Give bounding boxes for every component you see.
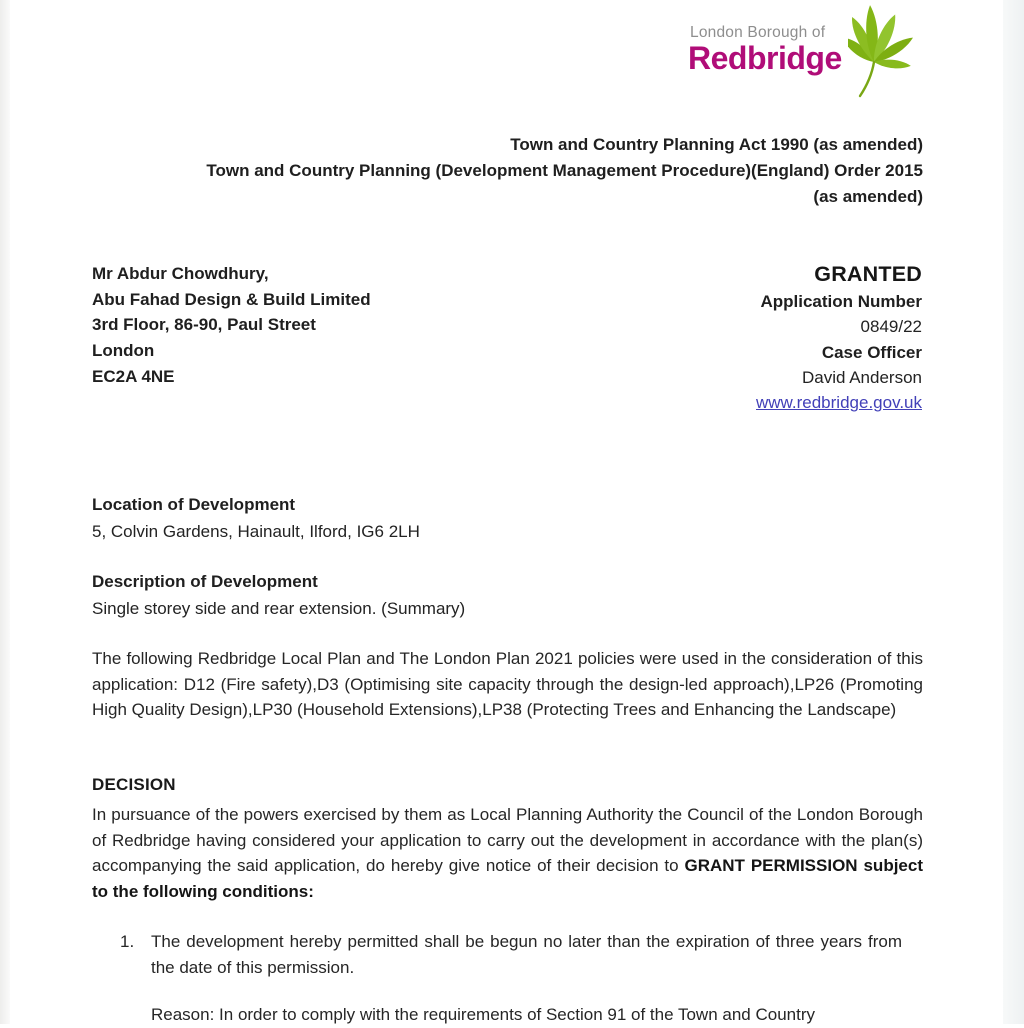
decision-heading: DECISION	[92, 775, 176, 794]
chestnut-leaf-icon	[848, 2, 920, 99]
location-value: 5, Colvin Gardens, Hainault, Ilford, IG6 2LH	[92, 521, 420, 541]
decision-paragraph	[92, 802, 923, 904]
legislation-header	[92, 132, 923, 210]
applicant-postcode: EC2A 4NE	[92, 366, 175, 386]
description-value: Single storey side and rear extension. (Summary)	[92, 598, 466, 618]
logo-redbridge-text: Redbridge	[688, 40, 842, 76]
act-title-line: Town and Country Planning Act 1990 (as amended)	[510, 135, 923, 154]
case-officer-value: David Anderson	[801, 367, 922, 387]
logo-borough-text: London Borough of	[690, 24, 826, 41]
scan-edge-right	[1003, 0, 1024, 1024]
location-heading: Location of Development	[92, 495, 296, 514]
application-number-value: 0849/22	[860, 317, 922, 337]
condition-item-1	[120, 929, 902, 981]
applicant-street: 3rd Floor, 86-90, Paul Street	[92, 315, 316, 335]
description-section	[92, 569, 465, 622]
amended-line: (as amended)	[813, 187, 923, 206]
applicant-address-block	[92, 261, 371, 390]
applicant-name: Mr Abdur Chowdhury,	[92, 264, 269, 283]
scan-edge-left	[0, 0, 10, 1024]
redbridge-logo	[688, 0, 924, 102]
decision-text-bold: GRANT PERMISSION subject to the following conditions:	[92, 856, 923, 901]
condition-number: 1.	[120, 932, 135, 951]
policies-paragraph: The following Redbridge Local Plan and The London Plan 2021 policies were used in the consideration of this application: D12 (Fire safety),D3 (Optimising site capacity through the design-led approach),LP26 (Promoting High Quality Design),LP30 (Household Extensions),LP38 (Protecting Trees and Enhancing the Landscape)	[92, 649, 923, 719]
decision-summary-panel	[522, 260, 922, 415]
council-website-link[interactable]: www.redbridge.gov.uk	[756, 393, 922, 413]
application-number-label: Application Number	[760, 292, 922, 311]
applicant-city: London	[92, 341, 155, 361]
condition-reason: Reason: In order to comply with the requirements of Section 91 of the Town and Country	[151, 1005, 815, 1024]
order-title-line: Town and Country Planning (Development Management Procedure)(England) Order 2015	[206, 161, 923, 180]
decision-text-regular: In pursuance of the powers exercised by them as Local Planning Authority the Council of the London Borough of Redbridge having considered your application to carry out the development in accordance with the plan(s) accompanying the said application, do hereby give notice of their decision to	[92, 805, 923, 875]
decision-status: GRANTED	[814, 262, 922, 286]
applicant-company: Abu Fahad Design & Build Limited	[92, 289, 371, 309]
description-heading: Description of Development	[92, 572, 318, 591]
condition-text: The development hereby permitted shall be begun no later than the expiration of three years from the date of this permission.	[151, 932, 902, 977]
case-officer-label: Case Officer	[821, 342, 922, 362]
location-section	[92, 492, 420, 545]
